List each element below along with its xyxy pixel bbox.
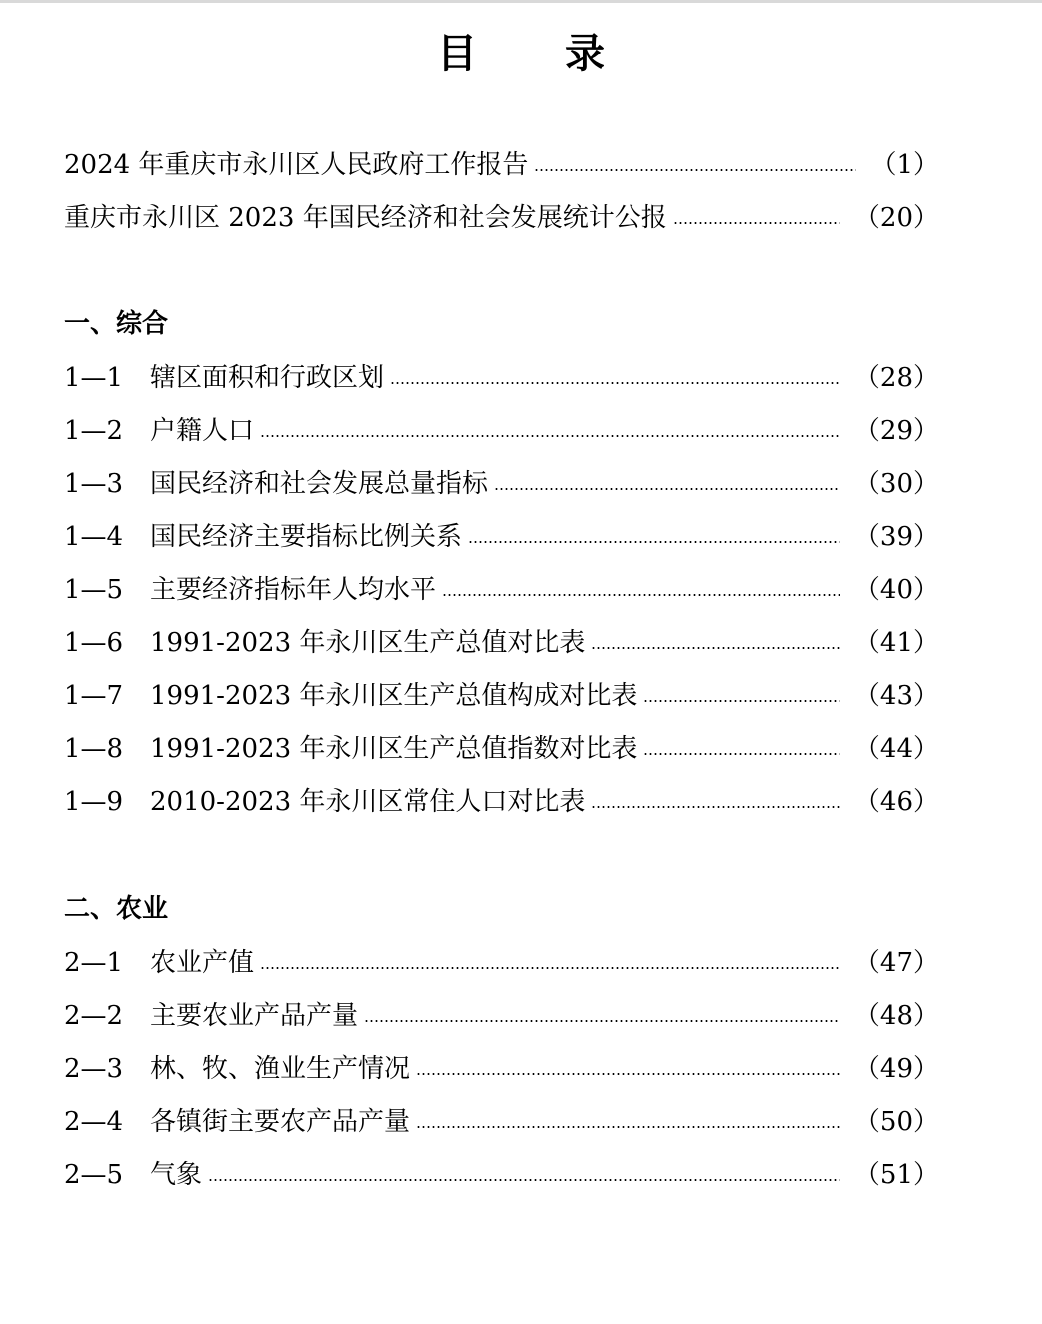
dot-leader: [390, 382, 840, 384]
dot-leader: [260, 967, 840, 969]
toc-entry-title: 2010-2023 年永川区常住人口对比表: [150, 787, 586, 817]
toc-entry-page: （20）: [853, 203, 939, 233]
toc-entry-title: 林、牧、渔业生产情况: [150, 1054, 411, 1084]
section-heading-agriculture: 二、农业: [64, 894, 169, 924]
dot-leader: [643, 700, 840, 702]
toc-entry-page: （30）: [853, 469, 939, 499]
toc-entry-title: 气象: [150, 1160, 203, 1190]
toc-entry-page: （39）: [853, 522, 939, 552]
toc-entry-page: （50）: [853, 1107, 939, 1137]
toc-entry-title: 辖区面积和行政区划: [150, 363, 385, 393]
toc-entry-page: （29）: [853, 416, 939, 446]
toc-entry-number: 1—7: [64, 681, 124, 711]
toc-entry-page: （40）: [853, 575, 939, 605]
title-char-right: 录: [565, 30, 605, 77]
toc-entry-page: （49）: [853, 1054, 939, 1084]
toc-entry-page: （46）: [853, 787, 939, 817]
toc-entry-page: （51）: [853, 1160, 939, 1190]
dot-leader: [468, 541, 840, 543]
toc-entry[interactable]: [64, 519, 939, 555]
dot-leader: [364, 1020, 840, 1022]
toc-entry[interactable]: [64, 998, 939, 1034]
toc-entry-number: 2—5: [64, 1160, 124, 1190]
toc-entry-number: 1—1: [64, 363, 124, 393]
dot-leader: [442, 594, 840, 596]
toc-entry-number: 2—2: [64, 1001, 124, 1031]
toc-entry-work-report[interactable]: [64, 147, 939, 183]
section-heading-comprehensive: 一、综合: [64, 309, 169, 339]
toc-entry-title: 国民经济和社会发展总量指标: [150, 469, 489, 499]
dot-leader: [416, 1126, 840, 1128]
toc-entry[interactable]: [64, 731, 939, 767]
toc-entry-page: （48）: [853, 1001, 939, 1031]
toc-entry-page: （1）: [870, 150, 939, 180]
page-title: [0, 28, 1042, 80]
toc-entry[interactable]: [64, 1104, 939, 1140]
toc-entry-number: 1—4: [64, 522, 124, 552]
dot-leader: [416, 1073, 840, 1075]
toc-entry-number: 1—8: [64, 734, 124, 764]
toc-entry-page: （41）: [853, 628, 939, 658]
toc-entry[interactable]: [64, 1051, 939, 1087]
dot-leader: [534, 169, 856, 171]
toc-entry-title: 主要农业产品产量: [150, 1001, 359, 1031]
toc-entry-title: 重庆市永川区 2023 年国民经济和社会发展统计公报: [64, 203, 667, 233]
top-divider: [0, 0, 1042, 3]
toc-entry-number: 2—4: [64, 1107, 124, 1137]
toc-entry-number: 2—3: [64, 1054, 124, 1084]
toc-entry-title: 各镇街主要农产品产量: [150, 1107, 411, 1137]
dot-leader: [591, 647, 840, 649]
toc-entry-page: （43）: [853, 681, 939, 711]
toc-entry[interactable]: [64, 466, 939, 502]
toc-entry[interactable]: [64, 625, 939, 661]
dot-leader: [208, 1179, 840, 1181]
dot-leader: [494, 488, 840, 490]
toc-entry[interactable]: [64, 413, 939, 449]
toc-entry[interactable]: [64, 360, 939, 396]
toc-entry-title: 农业产值: [150, 948, 255, 978]
toc-entry-page: （47）: [853, 948, 939, 978]
toc-entry-title: 户籍人口: [150, 416, 255, 446]
toc-entry-number: 2—1: [64, 948, 124, 978]
toc-entry-title: 1991-2023 年永川区生产总值指数对比表: [150, 734, 638, 764]
toc-entry-number: 1—9: [64, 787, 124, 817]
toc-entry-title: 国民经济主要指标比例关系: [150, 522, 463, 552]
toc-entry-number: 1—5: [64, 575, 124, 605]
dot-leader: [260, 435, 840, 437]
dot-leader: [591, 806, 840, 808]
toc-entry-number: 1—6: [64, 628, 124, 658]
toc-entry-title: 1991-2023 年永川区生产总值构成对比表: [150, 681, 638, 711]
toc-entry[interactable]: [64, 678, 939, 714]
title-char-left: 目: [437, 30, 477, 77]
toc-entry[interactable]: [64, 1157, 939, 1193]
toc-entry[interactable]: [64, 572, 939, 608]
toc-entry[interactable]: [64, 945, 939, 981]
toc-entry-title: 主要经济指标年人均水平: [150, 575, 437, 605]
toc-entry[interactable]: [64, 784, 939, 820]
toc-entry-statistical-bulletin[interactable]: [64, 200, 939, 236]
toc-entry-page: （44）: [853, 734, 939, 764]
toc-entry-title: 1991-2023 年永川区生产总值对比表: [150, 628, 586, 658]
toc-entry-number: 1—2: [64, 416, 124, 446]
toc-entry-title: 2024 年重庆市永川区人民政府工作报告: [64, 150, 529, 180]
toc-entry-number: 1—3: [64, 469, 124, 499]
dot-leader: [673, 222, 840, 224]
dot-leader: [643, 753, 840, 755]
toc-entry-page: （28）: [853, 363, 939, 393]
